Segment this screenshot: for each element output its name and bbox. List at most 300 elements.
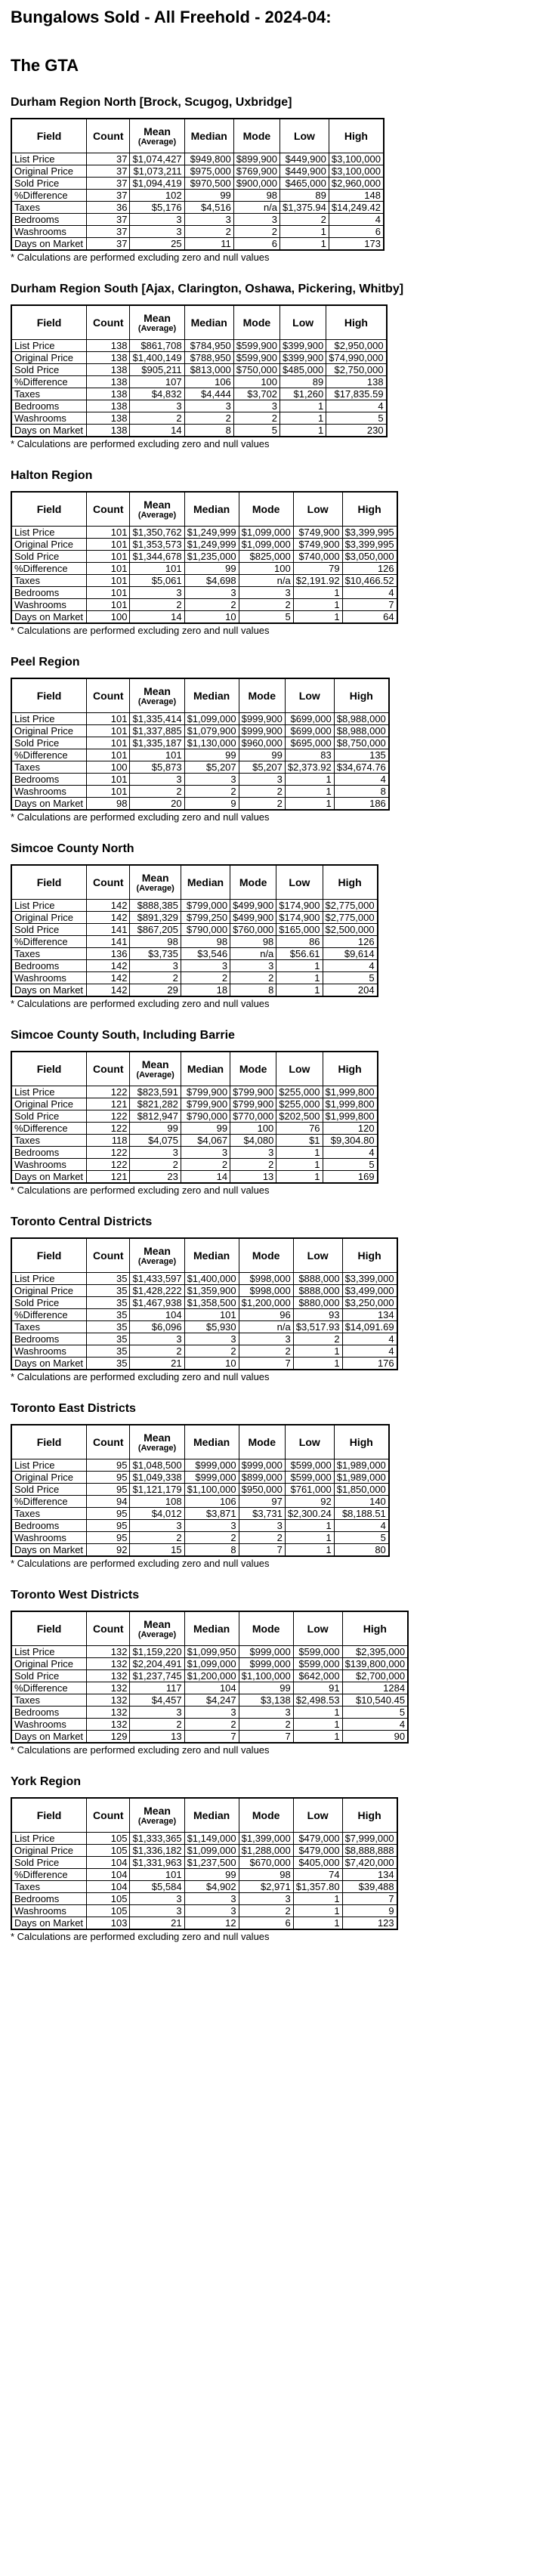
table-cell: 104 (130, 1309, 184, 1321)
table-cell: 122 (87, 1086, 130, 1098)
table-cell: 100 (87, 611, 130, 624)
mean-header-sublabel: (Average) (137, 1256, 177, 1266)
table-cell: $1,149,000 (184, 1833, 239, 1845)
table-cell: $970,500 (184, 178, 233, 190)
table-cell: 25 (130, 238, 184, 251)
table-cell: 95 (87, 1472, 130, 1484)
table-cell: 2 (230, 972, 276, 984)
table-cell: $2,204,491 (130, 1658, 184, 1670)
row-field-label: Sold Price (11, 1297, 87, 1309)
region-title: Simcoe County South, Including Barrie (11, 1029, 235, 1042)
table-cell: 122 (87, 1147, 130, 1159)
table-cell: $599,000 (293, 1646, 342, 1658)
table-cell: $74,990,000 (326, 352, 387, 364)
table-cell: $2,498.53 (293, 1694, 342, 1707)
table-cell: $1,428,222 (130, 1285, 184, 1297)
table-cell: $998,000 (239, 1285, 293, 1297)
table-cell: 3 (181, 960, 230, 972)
table-cell: 5 (323, 972, 378, 984)
table-cell: 13 (130, 1731, 184, 1744)
table-cell: $499,900 (230, 912, 276, 924)
table-cell: 10 (184, 1357, 239, 1370)
table-cell: 120 (323, 1123, 378, 1135)
column-header-mean (130, 119, 184, 153)
table-cell: $3,735 (130, 948, 181, 960)
mean-header-sublabel: (Average) (136, 883, 174, 893)
table-header-row (11, 1798, 397, 1833)
table-cell: 3 (130, 1520, 184, 1532)
region-section (11, 1028, 548, 1197)
table-row (11, 713, 389, 725)
column-header-high: High (342, 1611, 408, 1646)
table-cell: $1,399,000 (239, 1833, 293, 1845)
row-field-label: List Price (11, 900, 87, 912)
column-header-high: High (329, 119, 384, 153)
table-cell: $8,750,000 (334, 737, 389, 749)
table-cell: $975,000 (184, 165, 233, 178)
table-cell: 204 (323, 984, 378, 997)
table-cell: 35 (87, 1333, 130, 1345)
table-cell: $1,235,000 (184, 551, 239, 563)
column-header-field: Field (11, 1798, 87, 1833)
table-row (11, 912, 378, 924)
table-cell: 2 (239, 1905, 293, 1917)
table-cell: 105 (87, 1845, 130, 1857)
table-cell: $1 (276, 1135, 323, 1147)
row-field-label: Taxes (11, 1321, 87, 1333)
table-row (11, 761, 389, 774)
table-cell: $950,000 (239, 1484, 285, 1496)
table-row (11, 1496, 389, 1508)
table-cell: $5,873 (130, 761, 184, 774)
table-cell: 14 (181, 1171, 230, 1184)
table-cell: $905,211 (130, 364, 184, 376)
table-cell: $14,249.42 (329, 202, 384, 214)
table-cell: $799,900 (230, 1086, 276, 1098)
table-cell: $999,000 (184, 1459, 239, 1472)
table-cell: 6 (239, 1917, 293, 1930)
table-cell: $1,099,000 (239, 539, 293, 551)
row-field-label: Washrooms (11, 599, 87, 611)
row-field-label: Original Price (11, 165, 87, 178)
table-cell: $749,900 (293, 539, 342, 551)
table-row (11, 1893, 397, 1905)
table-cell: 123 (342, 1917, 397, 1930)
table-cell: 134 (342, 1309, 397, 1321)
table-cell: 107 (130, 376, 184, 388)
table-cell: $1,331,963 (130, 1857, 184, 1869)
row-field-label: Bedrooms (11, 1147, 87, 1159)
table-cell: 7 (184, 1731, 239, 1744)
row-field-label: Days on Market (11, 1171, 87, 1184)
table-row (11, 1917, 397, 1930)
table-row (11, 1694, 408, 1707)
table-cell: 100 (230, 1123, 276, 1135)
table-cell: 3 (181, 1147, 230, 1159)
table-row (11, 202, 384, 214)
table-cell: 7 (239, 1731, 293, 1744)
table-cell: $1,200,000 (239, 1297, 293, 1309)
table-cell: 122 (87, 1159, 130, 1171)
table-cell: 104 (87, 1881, 130, 1893)
table-cell: 101 (87, 786, 130, 798)
table-cell: $7,420,000 (342, 1857, 397, 1869)
table-cell: $1,099,000 (184, 1845, 239, 1857)
table-cell: $1,359,900 (184, 1285, 239, 1297)
row-field-label: Original Price (11, 912, 87, 924)
table-cell: 99 (181, 1123, 230, 1135)
row-field-label: Bedrooms (11, 960, 87, 972)
table-cell: $1,344,678 (130, 551, 184, 563)
table-cell: 1 (276, 1159, 323, 1171)
table-cell: $790,000 (181, 1110, 230, 1123)
column-header-high: High (323, 1052, 378, 1086)
row-field-label: Days on Market (11, 1544, 87, 1557)
table-row (11, 737, 389, 749)
row-field-label: Taxes (11, 202, 87, 214)
table-cell: 95 (87, 1532, 130, 1544)
table-cell: 2 (130, 1345, 184, 1357)
stats-table (11, 304, 388, 437)
row-field-label: Bedrooms (11, 1707, 87, 1719)
table-cell: 101 (87, 725, 130, 737)
table-cell: $1,400,000 (184, 1273, 239, 1285)
table-row (11, 948, 378, 960)
table-cell: 135 (334, 749, 389, 761)
table-cell: $2,500,000 (323, 924, 378, 936)
table-cell: 3 (230, 1147, 276, 1159)
table-cell: $813,000 (184, 364, 233, 376)
table-cell: $2,775,000 (323, 900, 378, 912)
mean-header-sublabel: (Average) (137, 1443, 177, 1453)
row-field-label: Sold Price (11, 178, 87, 190)
table-cell: $821,282 (130, 1098, 181, 1110)
table-cell: $399,900 (280, 352, 326, 364)
table-row (11, 774, 389, 786)
table-cell: 3 (239, 774, 285, 786)
table-row (11, 340, 387, 352)
table-cell: $599,000 (285, 1472, 334, 1484)
table-row (11, 972, 378, 984)
table-cell: $5,207 (239, 761, 285, 774)
table-row (11, 1484, 389, 1496)
table-cell: $1,100,000 (239, 1670, 293, 1682)
calculation-note: * Calculations are performed excluding zero and null values (11, 1371, 270, 1382)
row-field-label: Days on Market (11, 238, 87, 251)
table-cell: 101 (130, 1869, 184, 1881)
table-cell: 1 (280, 412, 326, 425)
table-cell: 3 (130, 587, 184, 599)
row-field-label: %Difference (11, 1496, 87, 1508)
table-row (11, 400, 387, 412)
page-title: Bungalows Sold - All Freehold - 2024-04: (11, 8, 332, 26)
table-cell: $891,329 (130, 912, 181, 924)
table-cell: 141 (87, 936, 130, 948)
table-row (11, 364, 387, 376)
table-cell: 4 (342, 587, 397, 599)
table-cell: $1,073,211 (130, 165, 184, 178)
table-cell: 12 (184, 1917, 239, 1930)
mean-header-label: Mean (144, 684, 171, 697)
column-header-field: Field (11, 1611, 87, 1646)
stats-table (11, 1611, 409, 1744)
table-row (11, 1869, 397, 1881)
table-cell: 5 (342, 1707, 408, 1719)
table-cell: 142 (87, 900, 130, 912)
table-row (11, 924, 378, 936)
table-cell: 138 (87, 400, 130, 412)
column-header-mean (130, 492, 184, 527)
table-cell: $3,546 (181, 948, 230, 960)
region-section (11, 282, 548, 450)
table-cell: 1 (293, 611, 342, 624)
table-cell: 9 (342, 1905, 397, 1917)
row-field-label: Washrooms (11, 786, 87, 798)
region-section (11, 655, 548, 823)
table-cell: $499,900 (230, 900, 276, 912)
table-cell: 106 (184, 376, 233, 388)
table-cell: $2,191.92 (293, 575, 342, 587)
column-header-mode: Mode (239, 1425, 285, 1459)
row-field-label: Original Price (11, 1098, 87, 1110)
column-header-mean (130, 1052, 181, 1086)
table-row (11, 1532, 389, 1544)
column-header-field: Field (11, 1238, 87, 1273)
table-cell: $1,094,419 (130, 178, 184, 190)
table-cell: 101 (87, 713, 130, 725)
table-cell: $888,000 (293, 1285, 342, 1297)
table-cell: 142 (87, 912, 130, 924)
row-field-label: Bedrooms (11, 587, 87, 599)
calculation-note: * Calculations are performed excluding zero and null values (11, 252, 270, 263)
column-header-count: Count (87, 678, 130, 713)
column-header-mode: Mode (239, 1798, 293, 1833)
table-cell: 4 (342, 1719, 408, 1731)
table-cell: 3 (233, 214, 280, 226)
table-cell: $5,584 (130, 1881, 184, 1893)
table-cell: $761,000 (285, 1484, 334, 1496)
table-cell: 104 (87, 1857, 130, 1869)
table-cell: 5 (239, 611, 293, 624)
column-header-count: Count (87, 1238, 130, 1273)
table-cell: 138 (87, 340, 130, 352)
table-cell: 35 (87, 1285, 130, 1297)
region-title: Toronto East Districts (11, 1402, 136, 1415)
table-cell: $39,488 (342, 1881, 397, 1893)
table-row (11, 725, 389, 737)
stats-table (11, 491, 398, 624)
table-cell: 35 (87, 1321, 130, 1333)
row-field-label: Taxes (11, 761, 87, 774)
row-field-label: Taxes (11, 575, 87, 587)
table-cell: 1 (293, 1917, 342, 1930)
table-cell: 101 (87, 587, 130, 599)
table-cell: $1,433,597 (130, 1273, 184, 1285)
table-cell: $4,067 (181, 1135, 230, 1147)
column-header-high: High (342, 492, 397, 527)
table-cell: 142 (87, 972, 130, 984)
table-cell: $3,138 (239, 1694, 293, 1707)
row-field-label: %Difference (11, 936, 87, 948)
table-cell: 98 (233, 190, 280, 202)
table-cell: 3 (184, 1707, 239, 1719)
table-row (11, 1857, 397, 1869)
row-field-label: Taxes (11, 948, 87, 960)
table-header-row (11, 492, 397, 527)
calculation-note: * Calculations are performed excluding zero and null values (11, 1185, 270, 1196)
row-field-label: Washrooms (11, 1905, 87, 1917)
table-row (11, 786, 389, 798)
table-cell: 3 (239, 1520, 285, 1532)
column-header-field: Field (11, 678, 87, 713)
column-header-count: Count (87, 1798, 130, 1833)
table-cell: 3 (130, 1333, 184, 1345)
stats-table (11, 1424, 390, 1557)
table-header-row (11, 1611, 408, 1646)
table-cell: 2 (181, 1159, 230, 1171)
table-cell: $1,100,000 (184, 1484, 239, 1496)
table-cell: $479,000 (293, 1833, 342, 1845)
table-cell: 15 (130, 1544, 184, 1557)
table-cell: 3 (130, 214, 184, 226)
table-cell: $3,399,995 (342, 539, 397, 551)
table-cell: 3 (184, 774, 239, 786)
table-cell: 89 (280, 190, 329, 202)
table-row (11, 798, 389, 811)
table-cell: $8,888,888 (342, 1845, 397, 1857)
table-row (11, 352, 387, 364)
row-field-label: Washrooms (11, 972, 87, 984)
column-header-field: Field (11, 305, 87, 340)
table-cell: $1,333,365 (130, 1833, 184, 1845)
region-title: York Region (11, 1775, 82, 1788)
table-cell: 86 (276, 936, 323, 948)
region-section (11, 468, 548, 637)
row-field-label: Washrooms (11, 1345, 87, 1357)
row-field-label: Sold Price (11, 364, 87, 376)
row-field-label: Taxes (11, 388, 87, 400)
table-cell: $139,800,000 (342, 1658, 408, 1670)
table-row (11, 1508, 389, 1520)
table-cell: 1 (293, 1707, 342, 1719)
region-section (11, 1774, 548, 1943)
table-cell: $6,096 (130, 1321, 184, 1333)
table-cell: $1,288,000 (239, 1845, 293, 1857)
table-cell: $174,900 (276, 912, 323, 924)
table-row (11, 1544, 389, 1557)
mean-header-sublabel: (Average) (137, 323, 177, 333)
table-cell: 83 (285, 749, 334, 761)
table-row (11, 1333, 397, 1345)
table-cell: 1 (276, 984, 323, 997)
table-cell: 2 (239, 1532, 285, 1544)
column-header-field: Field (11, 492, 87, 527)
row-field-label: %Difference (11, 1123, 87, 1135)
table-cell: 98 (230, 936, 276, 948)
table-cell: 132 (87, 1670, 130, 1682)
table-cell: $699,000 (285, 713, 334, 725)
table-row (11, 1086, 378, 1098)
table-cell: $3,399,000 (342, 1273, 397, 1285)
table-header-row (11, 1425, 389, 1459)
table-cell: $1,121,179 (130, 1484, 184, 1496)
row-field-label: Sold Price (11, 1857, 87, 1869)
table-cell: $2,395,000 (342, 1646, 408, 1658)
table-cell: 118 (87, 1135, 130, 1147)
table-cell: 3 (239, 1707, 293, 1719)
column-header-median: Median (184, 1425, 239, 1459)
table-cell: 3 (184, 1893, 239, 1905)
column-header-median: Median (184, 305, 233, 340)
table-cell: 101 (87, 749, 130, 761)
table-cell: $770,000 (230, 1110, 276, 1123)
table-cell: 173 (329, 238, 384, 251)
table-cell: 103 (87, 1917, 130, 1930)
column-header-high: High (323, 865, 378, 900)
row-field-label: List Price (11, 1646, 87, 1658)
table-cell: $3,100,000 (329, 165, 384, 178)
column-header-low: Low (276, 1052, 323, 1086)
row-field-label: Days on Market (11, 1917, 87, 1930)
table-cell: $999,000 (239, 1646, 293, 1658)
column-header-mean (130, 305, 184, 340)
table-cell: 148 (329, 190, 384, 202)
table-cell: 98 (239, 1869, 293, 1881)
table-row (11, 984, 378, 997)
table-row (11, 1719, 408, 1731)
row-field-label: Original Price (11, 1285, 87, 1297)
table-cell: 2 (239, 1345, 293, 1357)
table-cell: $825,000 (239, 551, 293, 563)
table-cell: 4 (326, 400, 387, 412)
table-cell: $1,335,414 (130, 713, 184, 725)
table-cell: 64 (342, 611, 397, 624)
table-row (11, 1646, 408, 1658)
table-cell: 99 (184, 1869, 239, 1881)
row-field-label: Washrooms (11, 412, 87, 425)
table-cell: 2 (130, 786, 184, 798)
table-cell: 138 (326, 376, 387, 388)
table-cell: $1,467,938 (130, 1297, 184, 1309)
row-field-label: Days on Market (11, 798, 87, 811)
table-cell: $10,466.52 (342, 575, 397, 587)
table-cell: 1 (276, 1147, 323, 1159)
table-cell: 91 (293, 1682, 342, 1694)
table-cell: $799,900 (230, 1098, 276, 1110)
table-cell: $1,200,000 (184, 1670, 239, 1682)
table-row (11, 178, 384, 190)
table-cell: $699,000 (285, 725, 334, 737)
table-row (11, 960, 378, 972)
calculation-note: * Calculations are performed excluding zero and null values (11, 625, 270, 636)
table-cell: $56.61 (276, 948, 323, 960)
row-field-label: Washrooms (11, 226, 87, 238)
table-cell: $5,176 (130, 202, 184, 214)
column-header-low: Low (293, 1238, 342, 1273)
table-cell: 3 (184, 1333, 239, 1345)
column-header-median: Median (184, 1238, 239, 1273)
region-section (11, 1215, 548, 1383)
table-cell: 4 (342, 1333, 397, 1345)
column-header-mean (130, 1611, 184, 1646)
table-cell: 29 (130, 984, 181, 997)
table-cell: 121 (87, 1098, 130, 1110)
table-cell: 99 (239, 1682, 293, 1694)
row-field-label: %Difference (11, 1309, 87, 1321)
table-cell: 4 (329, 214, 384, 226)
table-row (11, 1285, 397, 1297)
table-cell: $2,300.24 (285, 1508, 334, 1520)
